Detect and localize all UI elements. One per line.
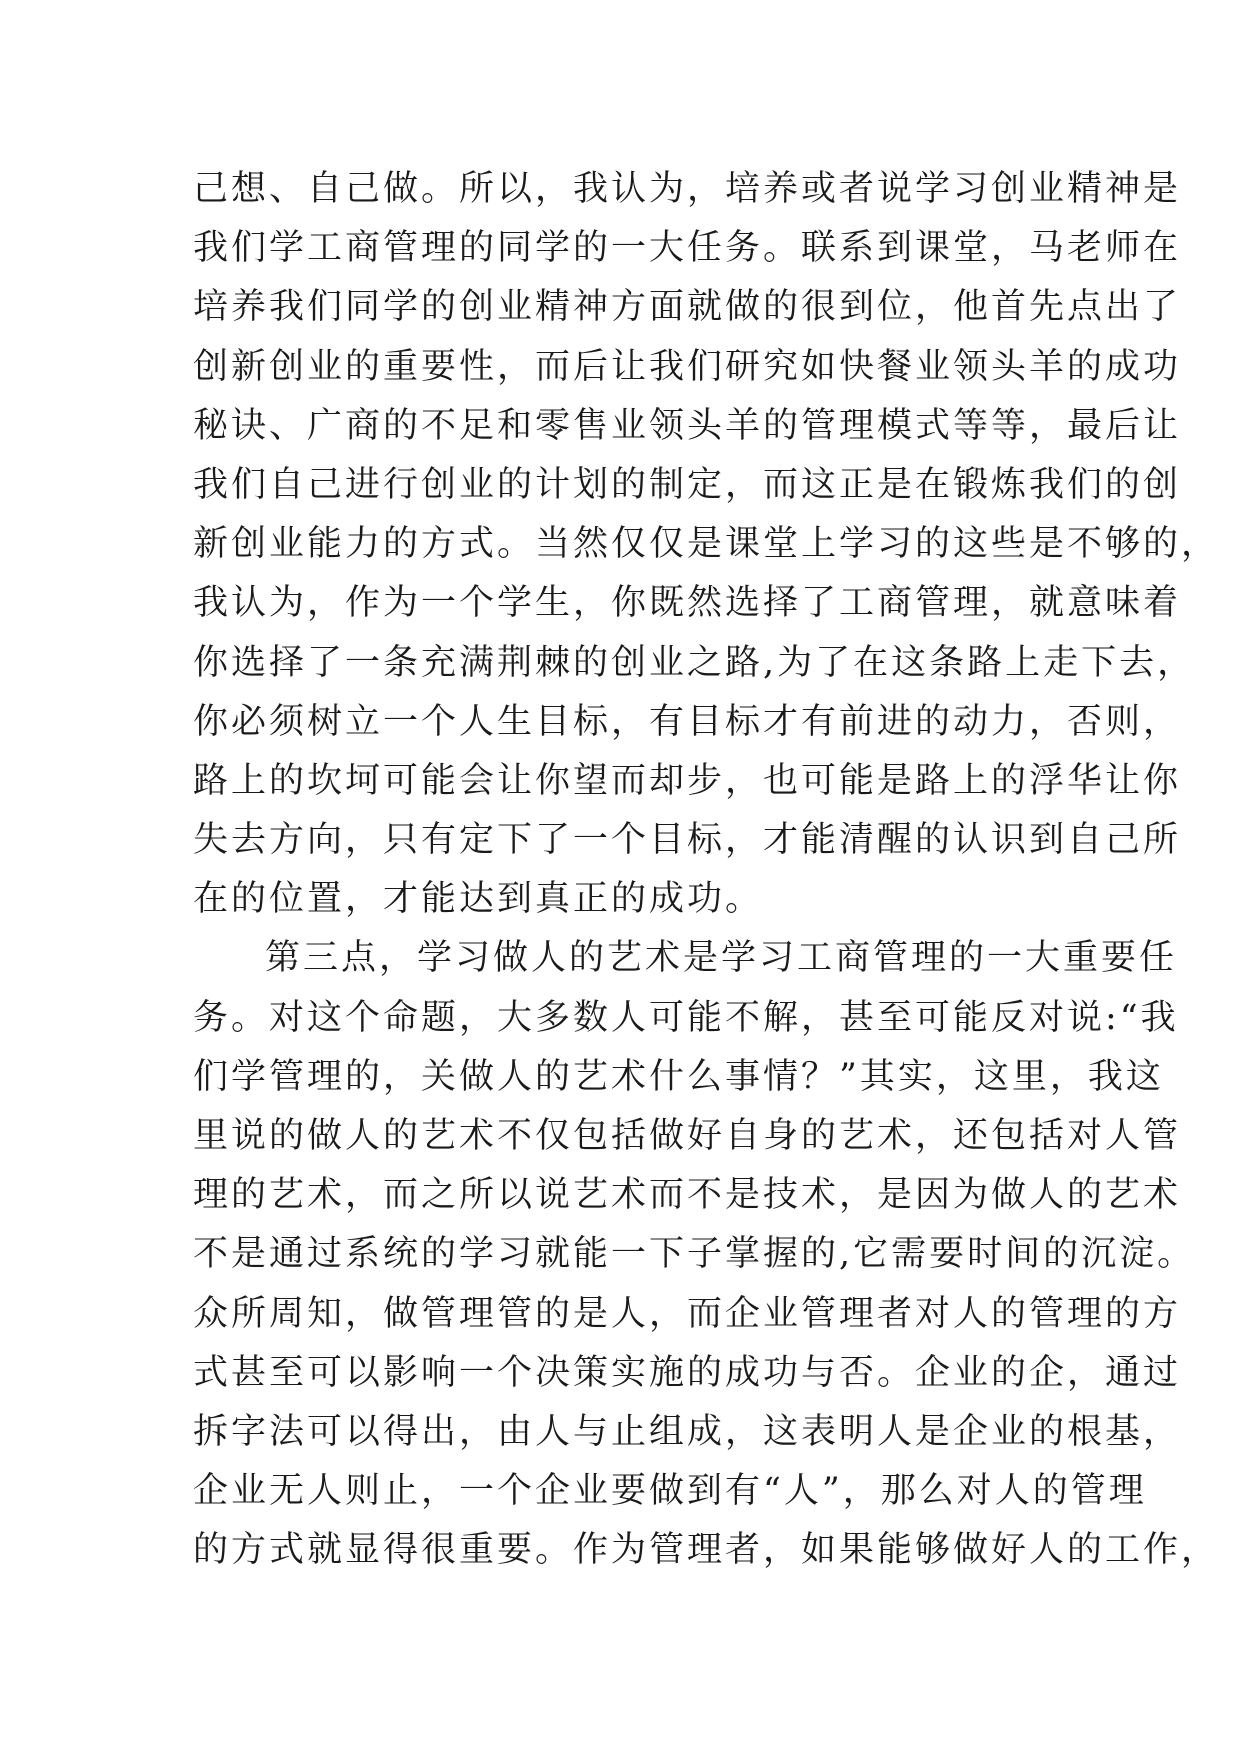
text-line: 企业无人则止，一个企业要做到有“人”，那么对人的管理: [193, 1471, 1147, 1512]
text-line: 我们学工商管理的同学的一大任务。联系到课堂，马老师在: [193, 228, 1182, 269]
text-line: 第三点，学习做人的艺术是学习工商管理的一大重要任: [265, 938, 1178, 979]
body-text: [193, 160, 1220, 1581]
text-line: 秘诀、广商的不足和零售业领头羊的管理模式等等，最后让: [193, 405, 1182, 446]
text-line: 理的艺术，而之所以说艺术而不是技术，是因为做人的艺术: [193, 1175, 1182, 1216]
text-line: 新创业能力的方式。当然仅仅是课堂上学习的这些是不够的，: [193, 524, 1220, 565]
text-line: 不是通过系统的学习就能一下子掌握的,它需要时间的沉淀。: [193, 1234, 1196, 1275]
text-line: 拆字法可以得出，由人与止组成，这表明人是企业的根基，: [193, 1411, 1182, 1452]
text-line: 我们自己进行创业的计划的制定，而这正是在锻炼我们的创: [193, 464, 1182, 505]
paragraph-2: [193, 929, 1220, 1580]
text-line: 众所周知，做管理管的是人，而企业管理者对人的管理的方: [193, 1293, 1182, 1334]
paragraph-1: [193, 160, 1220, 929]
text-line: 你选择了一条充满荆棘的创业之路,为了在这条路上走下去，: [193, 642, 1196, 683]
text-line: 失去方向，只有定下了一个目标，才能清醒的认识到自己所: [193, 820, 1182, 861]
text-line: 你必须树立一个人生目标，有目标才有前进的动力，否则，: [193, 701, 1182, 742]
text-line: 在的位置，才能达到真正的成功。: [193, 879, 764, 920]
text-line: 里说的做人的艺术不仅包括做好自身的艺术，还包括对人管: [193, 1116, 1182, 1156]
text-line: 们学管理的，关做人的艺术什么事情？”其实，这里，我这: [193, 1056, 1164, 1097]
text-line: 务。对这个命题，大多数人可能不解，甚至可能反对说:“我: [193, 997, 1179, 1038]
text-line: 路上的坎坷可能会让你望而却步，也可能是路上的浮华让你: [193, 760, 1182, 801]
text-line: 己想、自己做。所以，我认为，培养或者说学习创业精神是: [193, 169, 1182, 209]
text-line: 我认为，作为一个学生，你既然选择了工商管理，就意味着: [193, 583, 1182, 624]
text-line: 培养我们同学的创业精神方面就做的很到位，他首先点出了: [193, 287, 1182, 328]
text-line: 的方式就显得很重要。作为管理者，如果能够做好人的工作，: [193, 1530, 1220, 1571]
text-line: 创新创业的重要性，而后让我们研究如快餐业领头羊的成功: [193, 346, 1182, 387]
text-line: 式甚至可以影响一个决策实施的成功与否。企业的企，通过: [193, 1352, 1182, 1393]
